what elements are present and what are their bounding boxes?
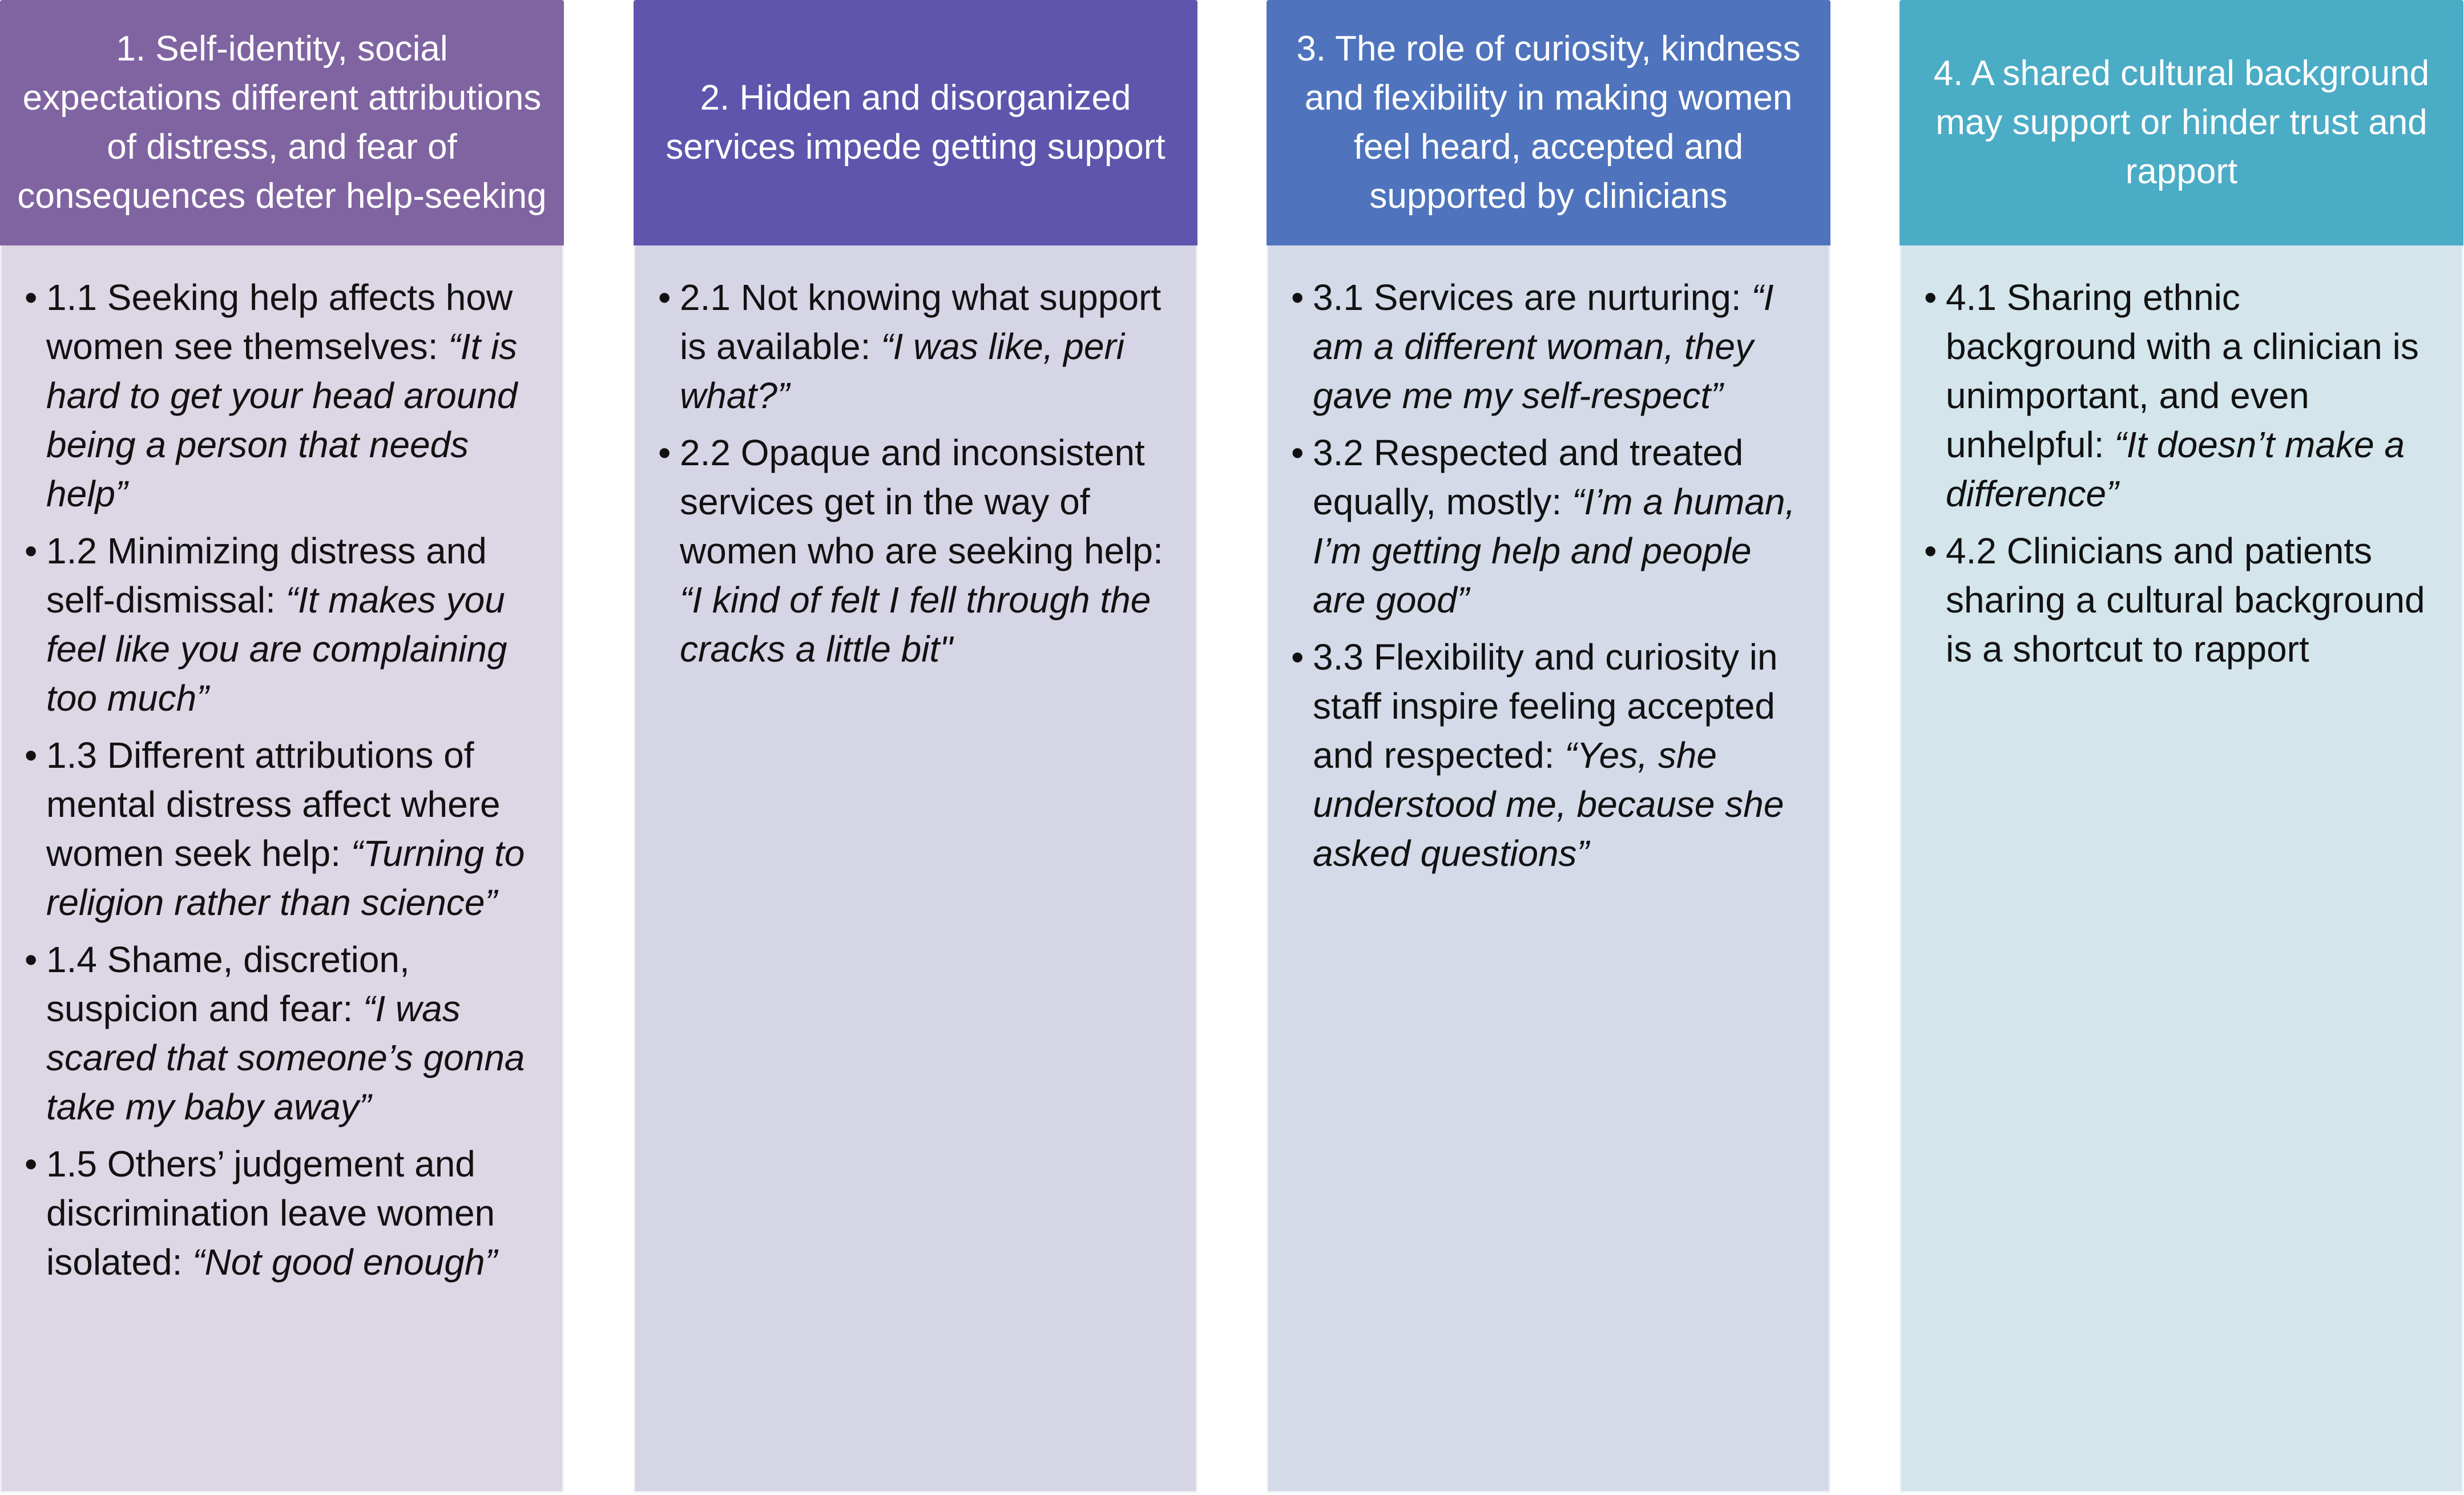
subtheme-text: 1.3 Different attributions of mental distress affect where women seek help: bbox=[46, 735, 501, 874]
bullet-icon: • bbox=[25, 277, 38, 318]
subtheme-item bbox=[1924, 526, 2439, 674]
subtheme-list-3 bbox=[1291, 273, 1806, 878]
subtheme-text: 2.1 Not knowing what support is available: bbox=[680, 277, 1162, 367]
subtheme-quote: “I was scared that someone’s gonna take my baby away” bbox=[46, 988, 525, 1127]
bullet-icon: • bbox=[1291, 636, 1304, 678]
subtheme-item bbox=[25, 526, 539, 723]
subtheme-quote: “I kind of felt I fell through the cracks a little bit" bbox=[680, 579, 1151, 670]
subtheme-text: 1.1 Seeking help affects how women see themselves: bbox=[46, 277, 513, 367]
subtheme-item bbox=[25, 935, 539, 1131]
subtheme-text: 2.2 Opaque and inconsistent services get in the way of women who are seeking help: bbox=[680, 432, 1163, 571]
subtheme-item bbox=[25, 1139, 539, 1287]
subtheme-quote: “I was like, peri what?” bbox=[680, 326, 1124, 416]
subtheme-quote: “Turning to religion rather than science” bbox=[46, 833, 525, 923]
subtheme-text: 3.1 Services are nurturing: bbox=[1313, 277, 1752, 318]
subtheme-text: 1.5 Others’ judgement and discrimination leave women isolated: bbox=[46, 1143, 495, 1283]
theme-header-2 bbox=[634, 0, 1197, 245]
subtheme-item bbox=[1291, 273, 1806, 420]
subtheme-quote: “I’m a human, I’m getting help and people are good” bbox=[1313, 481, 1796, 620]
subtheme-item bbox=[1291, 632, 1806, 878]
bullet-icon: • bbox=[1291, 432, 1304, 473]
theme-title-3: 3. The role of curiosity, kindness and flexibility in making women feel heard, accepted and supported by clinicians bbox=[1296, 29, 1801, 216]
subtheme-item bbox=[1291, 428, 1806, 624]
bullet-icon: • bbox=[1924, 530, 1937, 571]
subtheme-item bbox=[25, 731, 539, 927]
subtheme-text: 3.3 Flexibility and curiosity in staff inspire feeling accepted and respected: bbox=[1313, 636, 1778, 776]
subtheme-quote: “I am a different woman, they gave me my self-respect” bbox=[1313, 277, 1774, 416]
theme-body-1 bbox=[0, 245, 564, 1493]
bullet-icon: • bbox=[25, 735, 38, 776]
subtheme-quote: “It makes you feel like you are complaining too much” bbox=[46, 579, 507, 719]
subtheme-item bbox=[1924, 273, 2439, 518]
theme-header-1 bbox=[0, 0, 564, 245]
bullet-icon: • bbox=[25, 1143, 38, 1184]
subtheme-quote: “It is hard to get your head around being a person that needs help” bbox=[46, 326, 518, 514]
subtheme-item bbox=[25, 273, 539, 518]
subtheme-list-1 bbox=[25, 273, 539, 1287]
bullet-icon: • bbox=[25, 530, 38, 571]
bullet-icon: • bbox=[1291, 277, 1304, 318]
subtheme-text: 3.2 Respected and treated equally, mostly: bbox=[1313, 432, 1744, 522]
theme-column-3 bbox=[1267, 0, 1830, 1493]
bullet-icon: • bbox=[25, 939, 38, 980]
subtheme-text: 4.1 Sharing ethnic background with a clinician is unimportant, and even unhelpful: bbox=[1946, 277, 2419, 465]
theme-header-4 bbox=[1900, 0, 2463, 245]
theme-column-4 bbox=[1900, 0, 2463, 1493]
subtheme-quote: “It doesn’t make a difference” bbox=[1946, 424, 2405, 514]
subtheme-item bbox=[658, 428, 1173, 674]
subtheme-item bbox=[658, 273, 1173, 420]
theme-title-4: 4. A shared cultural background may support or hinder trust and rapport bbox=[1933, 54, 2430, 191]
theme-title-2: 2. Hidden and disorganized services impede getting support bbox=[666, 78, 1166, 167]
bullet-icon: • bbox=[658, 432, 671, 473]
theme-body-3 bbox=[1267, 245, 1830, 1493]
subtheme-list-4 bbox=[1924, 273, 2439, 674]
subtheme-text: 1.2 Minimizing distress and self-dismissal: bbox=[46, 530, 487, 620]
subtheme-text: 4.2 Clinicians and patients sharing a cultural background is a shortcut to rapport bbox=[1946, 530, 2425, 670]
theme-header-3 bbox=[1267, 0, 1830, 245]
theme-body-2 bbox=[634, 245, 1197, 1493]
subtheme-text: 1.4 Shame, discretion, suspicion and fear: bbox=[46, 939, 410, 1029]
subtheme-quote: “Yes, she understood me, because she asked questions” bbox=[1313, 735, 1784, 874]
subtheme-list-2 bbox=[658, 273, 1173, 674]
bullet-icon: • bbox=[1924, 277, 1937, 318]
theme-title-1: 1. Self-identity, social expectations different attributions of distress, and fear of consequences deter help-seeking bbox=[17, 29, 547, 216]
subtheme-quote: “Not good enough” bbox=[192, 1242, 497, 1283]
theme-body-4 bbox=[1900, 245, 2463, 1493]
bullet-icon: • bbox=[658, 277, 671, 318]
theme-column-1 bbox=[0, 0, 564, 1493]
theme-column-2 bbox=[634, 0, 1197, 1493]
